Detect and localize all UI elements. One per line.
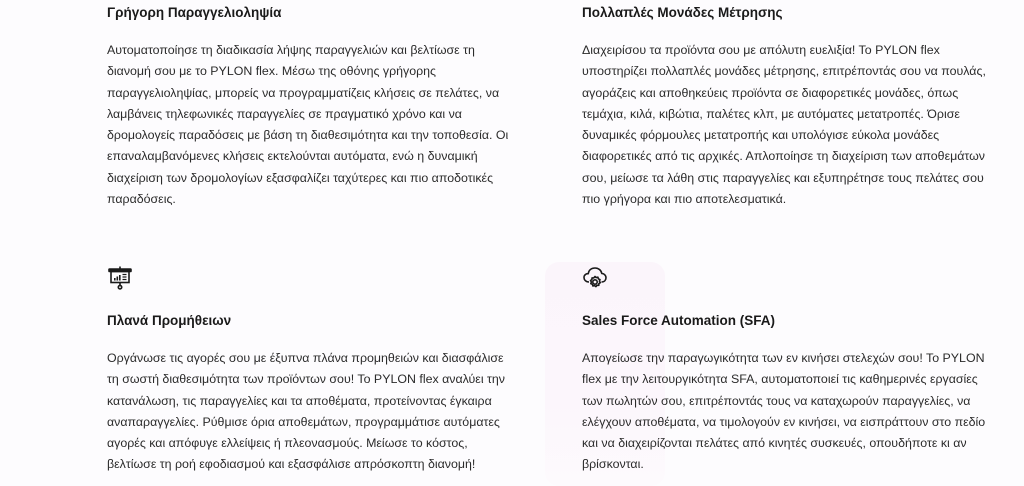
feature-description: Αυτοματοποίησε τη διαδικασία λήψης παραγγελιών και βελτίωσε τη διανομή σου με το PYLON flex. Μέσω της οθόνης γρήγορης παραγγελιοληψίας, μπορείς να προγραμματίζεις κλήσεις σε πελάτες, να λαμβάνεις τηλεφωνικές παραγγελίες σε πραγματικό χρόνο και να δρομολογείς παραδόσεις με βάση τη διαθεσιμότητα και την τοποθεσία. Οι επαναλαμβανόμενες κλήσεις εκτελούνται αυτόματα, ενώ η δυναμική διαχείριση των δρομολογίων εξασφαλίζει ταχύτερες και πιο αποδοτικές παραδόσεις. (107, 43, 509, 207)
feature-title: Πλανά Προμήθειων (107, 313, 232, 328)
feature-title: Sales Force Automation (SFA) (582, 313, 776, 328)
cloud-gear-icon (582, 265, 608, 291)
feature-description: Διαχειρίσου τα προϊόντα σου με απόλυτη ευελιξία! Το PYLON flex υποστηρίζει πολλαπλές μονάδες μέτρησης, επιτρέποντάς σου να πουλάς, αγοράζεις και αποθηκεύεις προϊόντα σε διαφορετικές μονάδες, όπως τεμάχια, κιλά, κιβώτια, παλέτες κλπ, με αυτόματες μετατροπές. Όρισε δυναμικές φόρμουλες μετατροπής και υπολόγισε εύκολα μονάδες διαφορετικές από τις αρχικές. Απλοποίησε τη διαχείριση των αποθεμάτων σου, μείωσε τα λάθη στις παραγγελίες και εξυπηρέτησε τους πελάτες σου πιο γρήγορα και πιο αποτελεσματικά. (582, 43, 986, 207)
feature-title: Πολλαπλές Μονάδες Μέτρησης (582, 5, 783, 20)
feature-card-sfa (582, 265, 1002, 476)
feature-description: Απογείωσε την παραγωγικότητα των εν κινήσει στελεχών σου! Το PYLON flex με την λειτουργικότητα SFA, αυτοματοποιεί τις καθημερινές εργασίες των πωλητών σου, επιτρέποντάς τους να καταχωρούν παραγγελίες, να ελέγχουν αποθέματα, να τιμολογούν εν κινήσει, να εισπράττουν στο πεδίο και να διαχειρίζονται πελάτες από κινητές συσκευές, οπουδήποτε κι αν βρίσκονται. (582, 351, 986, 472)
feature-card-measurement-units (582, 0, 1002, 210)
feature-card-procurement-plans (107, 265, 527, 476)
feature-card-fast-ordering (107, 0, 527, 210)
feature-description: Οργάνωσε τις αγορές σου με έξυπνα πλάνα προμηθειών και διασφάλισε τη σωστή διαθεσιμότητα των προϊόντων σου! Το PYLON flex αναλύει την κατανάλωση, τις παραγγελίες και τα αποθέματα, προτείνοντας έγκαιρα αναπαραγγελίες. Ρύθμισε όρια αποθεμάτων, προγραμμάτισε αυτόματες αγορές και απόφυγε ελλείψεις ή πλεονασμούς. Μείωσε το κόστος, βελτίωσε τη ροή εφοδιασμού και εξασφάλισε απρόσκοπτη διανομή! (107, 351, 505, 472)
feature-title: Γρήγορη Παραγγελιοληψία (107, 5, 282, 20)
presentation-chart-icon (107, 265, 133, 291)
